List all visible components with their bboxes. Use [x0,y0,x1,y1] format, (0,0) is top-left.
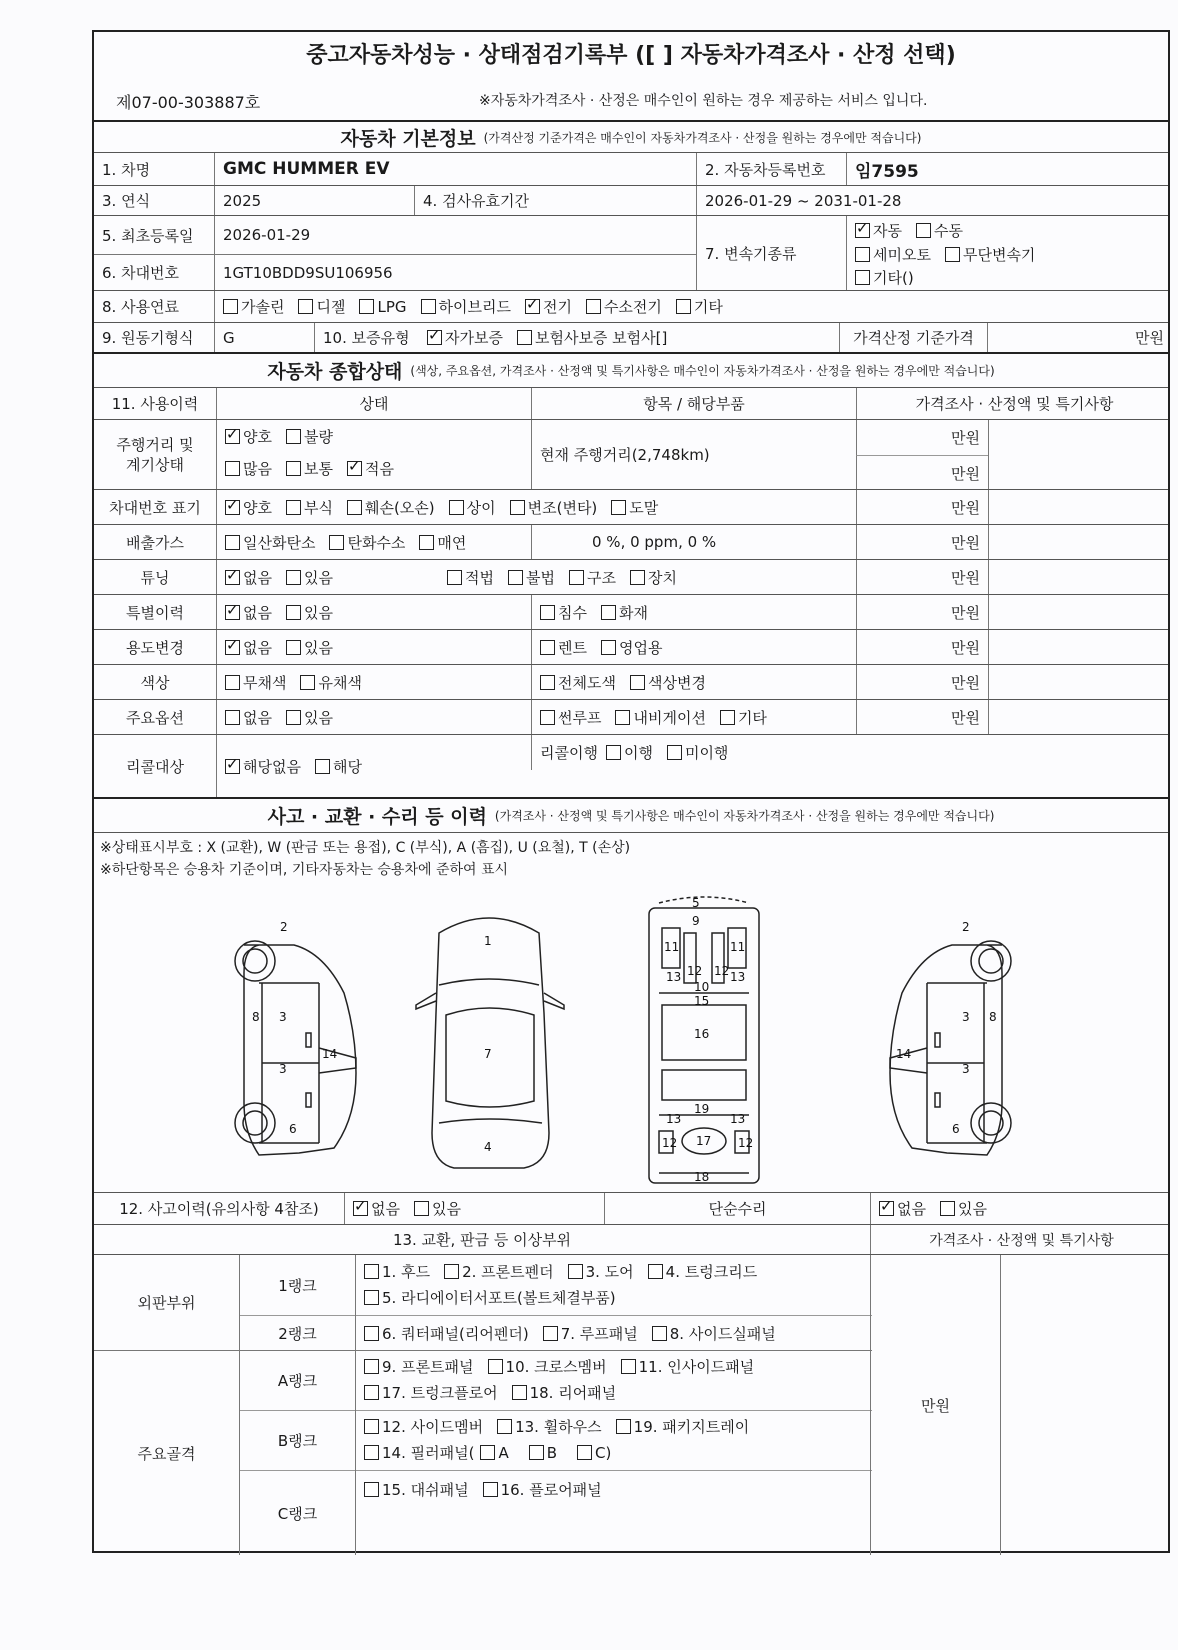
option[interactable]: 영업용 [593,637,662,658]
option[interactable]: 매연 [411,532,466,553]
checkbox[interactable] [720,710,735,725]
checkbox[interactable] [540,710,555,725]
option[interactable]: 무채색 [217,672,286,693]
checkbox[interactable] [225,500,240,515]
parts-price-unit: 만원 [870,1255,1000,1555]
svg-text:3: 3 [279,1062,287,1076]
svg-text:13: 13 [730,970,746,984]
option[interactable]: ✓ 해당없음 [217,756,301,777]
label-inspection: 4. 검사유효기간 [414,186,696,215]
row-fuel [94,290,1168,322]
svg-text:8: 8 [989,1010,997,1024]
svg-text:10: 10 [694,980,710,994]
option[interactable]: 있음 [278,602,333,623]
checkbox-checked[interactable] [855,223,870,238]
option[interactable]: 불법 [500,567,555,588]
checkbox[interactable] [225,675,240,690]
label-outer-panel: 외판부위 [137,1294,196,1312]
header-history: 11. 사용이력 [111,395,199,413]
svg-text:18: 18 [694,1170,710,1184]
section-note: (색상, 주요옵션, 가격조사 · 산정액 및 특기사항은 매수인이 자동차가격조사 · 산정을 원하는 경우에만 적습니다) [410,364,995,378]
marks-legend: ※상태표시부호 : X (교환), W (판금 또는 용접), C (부식), A (흠집), U (요철), T (손상) [100,840,631,856]
option[interactable]: 침수 [532,602,587,623]
section-accident [94,797,1168,832]
checkbox[interactable] [611,500,626,515]
row-recall [94,734,1168,797]
label-first-reg: 5. 최초등록일 [102,226,194,245]
row-main-options [94,699,1168,734]
option[interactable]: 내비게이션 [607,707,705,728]
price-unit: 만원 [856,455,988,490]
section-title: 자동차 기본정보 [340,127,476,150]
section-note: (가격조사 · 산정액 및 특기사항은 매수인이 자동차가격조사 · 산정을 원하는 경우에만 적습니다) [494,809,995,823]
option[interactable]: ✓ 없음 [217,602,272,623]
checkbox[interactable] [225,570,240,585]
row-label: 특별이력 [126,603,184,622]
fuel-electric[interactable]: ✓ 전기 [517,296,572,317]
svg-text:12: 12 [738,1136,754,1150]
row-engine-warranty [94,322,1168,352]
label-year: 3. 연식 [102,192,151,210]
svg-text:7: 7 [484,1047,492,1061]
svg-text:12: 12 [687,964,703,978]
fuel-etc[interactable]: 기타 [668,296,723,317]
checkbox[interactable] [916,223,931,238]
svg-text:16: 16 [694,1027,710,1041]
vin-number: 1GT10BDD9SU106956 [214,254,696,291]
section-title: 사고 · 교환 · 수리 등 이력 [267,806,487,828]
checkbox[interactable] [630,570,645,585]
price-unit: 만원 [856,560,988,594]
warranty-self[interactable]: ✓ 자가보증 [419,327,503,348]
current-mileage: 현재 주행거리(2,748km) [531,420,856,489]
price-unit: 만원 [856,630,988,664]
svg-text:6: 6 [289,1122,297,1136]
trans-semi-option[interactable]: 세미오토 [847,244,931,265]
checkbox[interactable] [225,710,240,725]
option[interactable]: 화재 [593,602,648,623]
rankC-parts: 15. 대쉬패널 16. 플로어패널 [356,1479,608,1500]
row-car-name [94,152,1168,185]
option[interactable]: 장치 [622,567,677,588]
label-plate: 2. 자동차등록번호 [696,153,846,185]
mileage-bad[interactable]: 불량 [278,426,333,447]
label-main-frame: 주요골격 [94,1350,239,1556]
option[interactable]: 색상변경 [622,672,706,693]
row-vin-marking [94,489,1168,524]
price-unit: 만원 [856,525,988,559]
rank2-parts: 6. 쿼터패널(리어펜더) 7. 루프패널 8. 사이드실패널 [356,1323,782,1344]
svg-text:9: 9 [692,914,700,928]
svg-text:3: 3 [962,1010,970,1024]
checkbox[interactable] [606,745,621,760]
svg-text:1: 1 [484,934,492,948]
label-mileage: 주행거리 및 계기상태 [116,435,194,474]
option[interactable]: 있음 [278,567,333,588]
checkbox[interactable] [510,500,525,515]
parts-table [94,1254,1168,1555]
checkbox[interactable] [855,247,870,262]
section-status [94,352,1168,387]
option[interactable]: 렌트 [532,637,587,658]
option[interactable]: 구조 [561,567,616,588]
svg-text:13: 13 [666,970,682,984]
checkbox[interactable] [225,759,240,774]
checkbox[interactable] [286,605,301,620]
option[interactable]: 있음 [278,707,333,728]
option[interactable]: 유채색 [292,672,361,693]
section-note: (가격산정 기준가격은 매수인이 자동차가격조사 · 산정을 원하는 경우에만 적습니다) [483,130,922,145]
svg-text:14: 14 [322,1047,338,1061]
row-label: 색상 [140,673,170,692]
form-header [94,32,1168,120]
checkbox[interactable] [225,640,240,655]
row-registration [94,215,1168,290]
document-number: 제07-00-303887호 [116,93,261,112]
mileage-many[interactable]: 많음 [217,458,272,479]
warranty-insurance[interactable]: 보험사보증 보험사[] [509,327,667,348]
checkbox[interactable] [540,640,555,655]
warranty-options [419,323,839,352]
row-special-history [94,594,1168,629]
form-title: 중고자동차성능 · 상태점검기록부 ([ ] 자동차가격조사 · 산정 선택) [306,43,956,68]
option[interactable]: 썬루프 [532,707,601,728]
svg-text:12: 12 [714,964,730,978]
checkbox[interactable] [286,710,301,725]
checkbox[interactable] [630,675,645,690]
diagram-area [94,832,1168,1192]
car-name: GMC HUMMER EV [214,153,696,185]
checkbox[interactable] [419,535,434,550]
checkbox[interactable] [508,570,523,585]
emission-values: 0 %, 0 ppm, 0 % [531,525,856,559]
checkbox[interactable] [569,570,584,585]
fuel-hydrogen[interactable]: 수소전기 [578,296,662,317]
option[interactable]: 부식 [278,497,333,518]
fuel-diesel[interactable]: 디젤 [290,296,345,317]
checkbox[interactable] [601,640,616,655]
svg-text:12: 12 [662,1136,678,1150]
checkbox[interactable] [855,270,870,285]
option[interactable]: 없음 [217,707,272,728]
part-numbers [252,896,997,1184]
row-year [94,185,1168,215]
label-car-name: 1. 차명 [102,160,151,179]
simple-repair-yes[interactable]: 있음 [932,1198,987,1219]
price-unit: 만원 [856,420,988,455]
row-emission [94,524,1168,559]
svg-text:14: 14 [896,1047,912,1061]
simple-repair-none[interactable]: ✓ 없음 [871,1198,926,1219]
rank1-parts-line1: 1. 후드 2. 프론트펜더 3. 도어 4. 트렁크리드 [356,1261,763,1282]
label-price-base: 가격산정 기준가격 [839,323,987,352]
row-label: 차대번호 표기 [109,498,201,517]
svg-text:13: 13 [730,1112,746,1126]
checkbox[interactable] [300,675,315,690]
accident-yes[interactable]: 있음 [406,1198,461,1219]
label-rankB: B랭크 [240,1410,355,1470]
plate-number: 임7595 [846,153,1172,185]
svg-text:11: 11 [664,940,680,954]
checkbox[interactable] [347,500,362,515]
checkbox[interactable] [225,535,240,550]
engine-type: G [214,323,314,352]
svg-text:5: 5 [692,896,700,910]
checkbox[interactable] [449,500,464,515]
row-mileage [94,419,1168,489]
row-label: 배출가스 [126,533,184,552]
option[interactable]: 탄화수소 [321,532,405,553]
svg-text:6: 6 [952,1122,960,1136]
label-transmission: 7. 변속기종류 [696,216,846,290]
inspection-record-form [92,30,1170,1553]
checkbox[interactable] [286,500,301,515]
model-year: 2025 [214,186,414,215]
price-unit: 만원 [856,595,988,629]
row-label: 리콜대상 [126,757,184,776]
mileage-normal[interactable]: 보통 [278,458,333,479]
svg-text:3: 3 [962,1062,970,1076]
mileage-good[interactable]: ✓ 양호 [217,426,272,447]
option[interactable]: ✓ 없음 [217,637,272,658]
label-rank2: 2랭크 [240,1315,355,1350]
option[interactable]: ✓ 양호 [217,497,272,518]
header-state: 상태 [216,388,531,419]
fuel-gasoline[interactable]: 가솔린 [215,296,284,317]
row-status-header [94,387,1168,419]
car-top-diagram [416,918,564,1168]
trans-manual-option[interactable]: 수동 [908,220,963,241]
row-use-change [94,629,1168,664]
trans-auto-option[interactable]: ✓ 자동 [847,220,902,241]
fuel-lpg[interactable]: LPG [351,298,406,316]
rank1-parts-line2: 5. 라디에이터서포트(볼트체결부품) [356,1287,622,1308]
option[interactable]: 상이 [441,497,496,518]
label-rankA: A랭크 [240,1350,355,1410]
inspection-period: 2026-01-29 ~ 2031-01-28 [696,186,1172,215]
rankB-parts-line2: 14. 필러패널( A B C) [356,1442,611,1463]
service-note: ※자동차가격조사 · 산정은 매수인이 원하는 경우 제공하는 서비스 입니다. [479,93,928,109]
checkbox[interactable] [540,675,555,690]
label-warranty: 10. 보증유형 [314,323,419,352]
checkbox[interactable] [225,605,240,620]
checkbox[interactable] [447,570,462,585]
section-basic-info [94,120,1168,152]
fuel-options [214,291,1172,322]
svg-text:15: 15 [694,994,710,1008]
label-parts-price: 가격조사 · 산정액 및 특기사항 [870,1225,1172,1254]
rankA-parts-line1: 9. 프론트패널 10. 크로스멤버 11. 인사이드패널 [356,1356,760,1377]
option[interactable]: 기타 [712,707,767,728]
label-accident: 12. 사고이력(유의사항 4참조) [119,1200,319,1218]
label-parts: 13. 교환, 판금 등 이상부위 [392,1231,572,1249]
price-unit: 만원 [856,665,988,699]
label-rankC: C랭크 [240,1470,355,1556]
row-tuning [94,559,1168,594]
mileage-few[interactable]: ✓ 적음 [339,458,394,479]
option[interactable]: 있음 [278,637,333,658]
option[interactable]: 도말 [603,497,658,518]
fuel-hybrid[interactable]: 하이브리드 [413,296,511,317]
svg-text:19: 19 [694,1102,710,1116]
checkbox[interactable] [286,570,301,585]
checkbox[interactable] [315,759,330,774]
car-diagram [94,833,1172,1193]
recall-label: 리콜이행 [540,744,598,762]
row-label: 주요옵션 [126,708,184,727]
label-fuel: 8. 사용연료 [102,298,180,316]
svg-text:3: 3 [279,1010,287,1024]
rankB-parts-line1: 12. 사이드멤버 13. 휠하우스 19. 패키지트레이 [356,1416,755,1437]
price-unit: 만원 [856,490,988,524]
svg-text:11: 11 [730,940,746,954]
svg-text:2: 2 [962,920,970,934]
option[interactable]: 일산화탄소 [217,532,315,553]
option[interactable]: 변조(변타) [502,497,598,518]
trans-etc-option[interactable]: 기타() [847,267,914,288]
option[interactable]: 훼손(오손) [339,497,435,518]
checkbox[interactable] [615,710,630,725]
row-accident-history [94,1192,1168,1224]
sedan-note: ※하단항목은 승용차 기준이며, 기타자동차는 승용차에 준하여 표시 [100,862,509,878]
accident-none[interactable]: ✓ 없음 [345,1198,400,1219]
option[interactable]: 해당 [307,756,362,777]
checkbox[interactable] [540,605,555,620]
label-rank1: 1랭크 [278,1276,317,1295]
svg-text:2: 2 [280,920,288,934]
checkbox[interactable] [329,535,344,550]
svg-text:17: 17 [696,1134,712,1148]
section-title: 자동차 종합상태 [267,361,403,383]
checkbox[interactable] [667,745,682,760]
option[interactable]: 전체도색 [532,672,616,693]
checkbox[interactable] [286,640,301,655]
label-engine: 9. 원동기형식 [102,329,194,347]
row-label: 튜닝 [140,568,170,587]
checkbox[interactable] [945,247,960,262]
option[interactable]: 이행 [598,742,653,763]
header-price: 가격조사 · 산정액 및 특기사항 [856,388,1172,419]
row-parts-header [94,1224,1168,1254]
checkbox[interactable] [601,605,616,620]
transmission-options [846,216,1173,290]
price-base-unit: 만원 [987,323,1172,352]
svg-text:8: 8 [252,1010,260,1024]
label-vin: 6. 차대번호 [102,264,180,282]
svg-text:4: 4 [484,1140,492,1154]
trans-cvt-option[interactable]: 무단변속기 [937,244,1035,265]
rankA-parts-line2: 17. 트렁크플로어 18. 리어패널 [356,1382,622,1403]
option[interactable]: 미이행 [659,742,728,763]
row-color [94,664,1168,699]
first-registration-date: 2026-01-29 [214,216,696,254]
option[interactable]: ✓ 없음 [217,567,272,588]
row-label: 용도변경 [126,638,184,657]
option[interactable]: 적법 [439,567,494,588]
label-simple-repair: 단순수리 [604,1193,870,1224]
header-item: 항목 / 해당부품 [531,388,856,419]
svg-text:13: 13 [666,1112,682,1126]
price-unit: 만원 [856,700,988,734]
